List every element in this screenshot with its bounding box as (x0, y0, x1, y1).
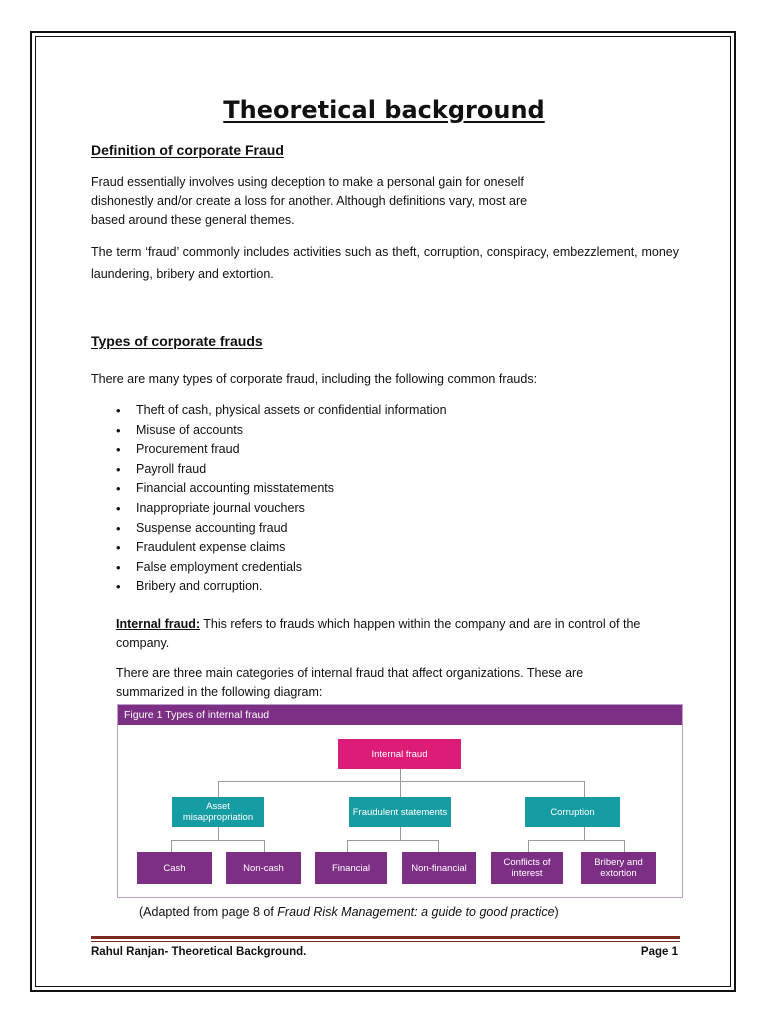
footer-author: Rahul Ranjan- Theoretical Background. (91, 946, 307, 958)
connector (347, 840, 348, 852)
diagram-node-corruption: Corruption (525, 797, 620, 827)
connector (624, 840, 625, 852)
definition-paragraph-1 (91, 173, 527, 230)
connector (584, 827, 585, 840)
types-intro: There are many types of corporate fraud, including the following common frauds: (91, 372, 538, 386)
connector (400, 781, 401, 797)
list-item: • Misuse of accounts (116, 421, 447, 441)
footer-rule-thin (91, 941, 680, 942)
connector (218, 781, 219, 797)
list-item: • Fraudulent expense claims (116, 538, 447, 558)
internal-fraud-diagram (117, 704, 683, 898)
types-heading: Types of corporate frauds (91, 333, 263, 349)
definition-line-2: dishonestly and/or create a loss for another. Although definitions vary, most are (91, 194, 528, 208)
internal-fraud-text: This refers to frauds which happen within the company and are in control of the company. (116, 617, 641, 650)
list-item: • Payroll fraud (116, 460, 447, 480)
diagram-node-bribery-and-extortion: Bribery and extortion (581, 852, 656, 884)
list-item: • False employment credentials (116, 558, 447, 578)
fraud-types-list (116, 401, 447, 597)
caption-prefix: (Adapted from page 8 of (139, 905, 278, 919)
caption-suffix: ) (554, 905, 559, 919)
diagram-node-asset-misappropriation: Asset misappropriation (172, 797, 264, 827)
internal-fraud-label: Internal fraud: (116, 617, 201, 631)
connector (400, 827, 401, 840)
connector (347, 840, 439, 841)
connector (218, 827, 219, 840)
page-number: Page 1 (640, 946, 678, 958)
list-item: • Theft of cash, physical assets or confidential information (116, 401, 447, 421)
list-item: • Financial accounting misstatements (116, 479, 447, 499)
connector (438, 840, 439, 852)
definition-line-3: based around these general themes. (91, 213, 295, 227)
list-item: • Bribery and corruption. (116, 577, 447, 597)
definition-line-1: Fraud essentially involves using deception to make a personal gain for oneself (91, 175, 524, 189)
figure-caption (139, 905, 559, 919)
diagram-node-conflicts-of-interest: Conflicts of interest (491, 852, 563, 884)
diagram-node-financial: Financial (315, 852, 387, 884)
connector (171, 840, 172, 852)
connector (171, 840, 265, 841)
diagram-node-non-financial: Non-financial (402, 852, 476, 884)
connector (400, 769, 401, 781)
diagram-node-internal-fraud: Internal fraud (338, 739, 461, 769)
definition-heading: Definition of corporate Fraud (91, 142, 284, 158)
page-title: Theoretical background (223, 96, 545, 124)
footer-rule (91, 936, 680, 939)
list-item: • Inappropriate journal vouchers (116, 499, 447, 519)
connector (528, 840, 625, 841)
diagram-node-non-cash: Non-cash (226, 852, 301, 884)
internal-fraud-paragraph (116, 615, 682, 653)
connector (584, 781, 585, 797)
definition-paragraph-2: The term ‘fraud’ commonly includes activities such as theft, corruption, conspiracy, embezzlement, money laundering, bribery and extortion. (91, 245, 679, 281)
categories-paragraph: There are three main categories of internal fraud that affect organizations. These are summarized in the following diagram: (116, 666, 584, 699)
list-item: • Suspense accounting fraud (116, 519, 447, 539)
connector (528, 840, 529, 852)
connector (264, 840, 265, 852)
list-item: • Procurement fraud (116, 440, 447, 460)
diagram-node-fraudulent-statements: Fraudulent statements (349, 797, 451, 827)
diagram-node-cash: Cash (137, 852, 212, 884)
connector (218, 781, 584, 782)
figure-header: Figure 1 Types of internal fraud (118, 705, 682, 725)
caption-source: Fraud Risk Management: a guide to good practice (277, 905, 555, 919)
